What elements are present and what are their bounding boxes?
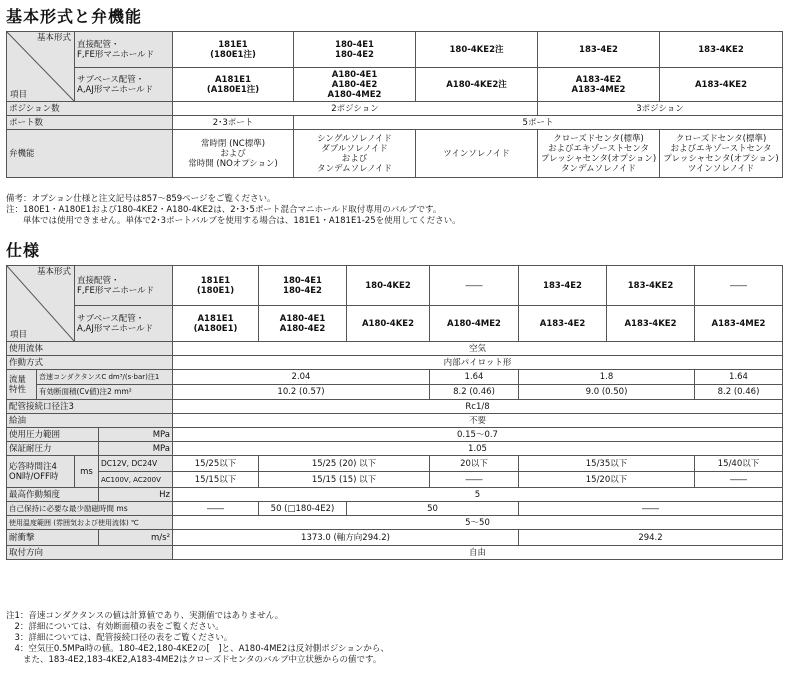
excite-value: ―― bbox=[519, 502, 783, 516]
note-line: 注：180E1・A180E1および180-4KE2・A180-4KE2は、2･3･5ポート混合マニホールド取付専用のバルブです。 bbox=[6, 205, 442, 215]
ac-label: AC100V, AC200V bbox=[99, 472, 173, 488]
dc-value: 15/25 (20) 以下 bbox=[259, 456, 430, 472]
port-size-value: Rc1/8 bbox=[173, 400, 783, 414]
model-direct: 181E1 (180E1) bbox=[173, 266, 259, 306]
sonic-value: 1.8 bbox=[519, 370, 695, 385]
port-label: ポート数 bbox=[7, 116, 173, 130]
operation-value: 内部パイロット形 bbox=[173, 356, 783, 370]
model-sub: A183-4KE2 bbox=[660, 68, 783, 102]
effective-value: 8.2 (0.46) bbox=[430, 385, 519, 400]
sonic-value: 1.64 bbox=[695, 370, 783, 385]
valve-function: クローズドセンタ(標準) およびエキゾーストセンタ プレッシャセンタ(オプション) ツインソレノイド bbox=[660, 130, 783, 178]
model-sub: A181E1 (A180E1) bbox=[173, 306, 259, 342]
flow-label: 流量 特性 bbox=[7, 370, 37, 400]
model-sub: A183-4E2 bbox=[519, 306, 607, 342]
corner-top-label: 基本形式 bbox=[36, 267, 71, 277]
spec-table bbox=[6, 265, 783, 560]
valve-function-label: 弁機能 bbox=[7, 130, 173, 178]
model-sub: A180-4E1 A180-4E2 A180-4ME2 bbox=[294, 68, 416, 102]
freq-value: 5 bbox=[173, 488, 783, 502]
ac-value: 15/20以下 bbox=[519, 472, 695, 488]
fluid-label: 使用流体 bbox=[7, 342, 173, 356]
port-size-label: 配管接続口径注3 bbox=[7, 400, 173, 414]
corner-top-label: 基本形式 bbox=[36, 33, 71, 43]
shock-value: 1373.0 (軸方向294.2) bbox=[173, 530, 519, 546]
dc-value: 15/40以下 bbox=[695, 456, 783, 472]
corner-cell bbox=[7, 32, 75, 102]
excite-value: ―― bbox=[173, 502, 259, 516]
ac-value: ―― bbox=[695, 472, 783, 488]
model-direct: 180-4E1 180-4E2 bbox=[294, 32, 416, 68]
port-5: 5ポート bbox=[294, 116, 783, 130]
temp-label: 使用温度範囲 (雰囲気および使用流体) ℃ bbox=[7, 516, 173, 530]
temp-value: 5～50 bbox=[173, 516, 783, 530]
row-sub-label: サブベース配管・ A,AJ形マニホールド bbox=[75, 306, 173, 342]
model-sub: A180-4ME2 bbox=[430, 306, 519, 342]
effective-label: 有効断面積(Cv値)注2 mm² bbox=[37, 385, 173, 400]
valve-function: クローズドセンタ(標準) およびエキゾーストセンタ プレッシャセンタ(オプション) タンデムソレノイド bbox=[538, 130, 660, 178]
model-direct: 183-4E2 bbox=[538, 32, 660, 68]
effective-value: 8.2 (0.46) bbox=[695, 385, 783, 400]
ac-value: ―― bbox=[430, 472, 519, 488]
section1-title: 基本形式と弁機能 bbox=[6, 7, 143, 26]
port-23: 2･3ポート bbox=[173, 116, 294, 130]
model-sub: A181E1 (A180E1注) bbox=[173, 68, 294, 102]
model-sub: A180-4KE2注 bbox=[416, 68, 538, 102]
proof-label: 保証耐圧力 bbox=[7, 442, 99, 456]
operation-label: 作動方式 bbox=[7, 356, 173, 370]
row-direct-label: 直接配管・ F,FE形マニホールド bbox=[75, 266, 173, 306]
dc-value: 15/35以下 bbox=[519, 456, 695, 472]
position-2: 2ポジション bbox=[173, 102, 538, 116]
model-sub: A183-4KE2 bbox=[607, 306, 695, 342]
model-direct: 180-4E1 180-4E2 bbox=[259, 266, 347, 306]
dc-label: DC12V, DC24V bbox=[99, 456, 173, 472]
excite-label: 自己保持に必要な最少励磁時間 ms bbox=[7, 502, 173, 516]
sonic-value: 1.64 bbox=[430, 370, 519, 385]
row-direct-label: 直接配管・ F,FE形マニホールド bbox=[75, 32, 173, 68]
valve-function: 常時閉 (NC標準) および 常時開 (NOオプション) bbox=[173, 130, 294, 178]
note-line: 備考：オプション仕様と注文記号は857～859ページをご覧ください。 bbox=[6, 194, 276, 204]
note-line: 4：空気圧0.5MPa時の値。180-4E2,180-4KE2の[ ]と、A180-4ME2は反対側ポジションから、 bbox=[6, 644, 389, 654]
lube-value: 不要 bbox=[173, 414, 783, 428]
ac-value: 15/15 (15) 以下 bbox=[259, 472, 430, 488]
freq-label: 最高作動頻度 bbox=[7, 488, 99, 502]
effective-value: 9.0 (0.50) bbox=[519, 385, 695, 400]
effective-value: 10.2 (0.57) bbox=[173, 385, 430, 400]
pressure-label: 使用圧力範囲 bbox=[7, 428, 99, 442]
excite-value: 50 bbox=[347, 502, 519, 516]
lube-label: 給油 bbox=[7, 414, 173, 428]
shock-label: 耐衝撃 bbox=[7, 530, 99, 546]
note-line: 3：詳細については、配管接続口径の表をご覧ください。 bbox=[6, 633, 233, 643]
note-line: 2：詳細については、有効断面積の表をご覧ください。 bbox=[6, 622, 224, 632]
excite-value: 50 (□180-4E2) bbox=[259, 502, 347, 516]
shock-value: 294.2 bbox=[519, 530, 783, 546]
model-direct: 183-4KE2 bbox=[660, 32, 783, 68]
response-label: 応答時間注4 ON時/OFF時 bbox=[7, 456, 75, 488]
proof-unit: MPa bbox=[99, 442, 173, 456]
valve-function: ツインソレノイド bbox=[416, 130, 538, 178]
shock-unit: m/s² bbox=[99, 530, 173, 546]
ac-value: 15/15以下 bbox=[173, 472, 259, 488]
note-line: 単体では使用できません。単体で2･3ポートバルブを使用する場合は、181E1・A181E1-25を使用してください。 bbox=[6, 216, 461, 226]
corner-bottom-label: 項目 bbox=[10, 330, 28, 340]
model-direct: 180-4KE2 bbox=[347, 266, 430, 306]
dc-value: 15/25以下 bbox=[173, 456, 259, 472]
proof-value: 1.05 bbox=[173, 442, 783, 456]
basic-form-table bbox=[6, 31, 783, 178]
model-sub: A180-4E1 A180-4E2 bbox=[259, 306, 347, 342]
freq-unit: Hz bbox=[99, 488, 173, 502]
model-direct: ―― bbox=[695, 266, 783, 306]
note-line: また、183-4E2,183-4KE2,A183-4ME2はクローズドセンタのバルブ中立状態からの値です。 bbox=[6, 655, 382, 665]
mount-label: 取付方向 bbox=[7, 546, 173, 560]
model-direct: 180-4KE2注 bbox=[416, 32, 538, 68]
position-3: 3ポジション bbox=[538, 102, 783, 116]
pressure-value: 0.15～0.7 bbox=[173, 428, 783, 442]
valve-function: シングルソレノイド ダブルソレノイド および タンデムソレノイド bbox=[294, 130, 416, 178]
section2-title: 仕様 bbox=[6, 241, 41, 260]
sonic-label: 音速コンダクタンスC dm³/(s·bar)注1 bbox=[37, 370, 173, 385]
sonic-value: 2.04 bbox=[173, 370, 430, 385]
model-direct: 183-4E2 bbox=[519, 266, 607, 306]
corner-cell bbox=[7, 266, 75, 342]
mount-value: 自由 bbox=[173, 546, 783, 560]
dc-value: 20以下 bbox=[430, 456, 519, 472]
response-unit: ms bbox=[75, 456, 99, 488]
fluid-value: 空気 bbox=[173, 342, 783, 356]
position-label: ポジション数 bbox=[7, 102, 173, 116]
model-sub: A180-4KE2 bbox=[347, 306, 430, 342]
note-line: 注1：音速コンダクタンスの値は計算値であり、実測値ではありません。 bbox=[6, 611, 284, 621]
pressure-unit: MPa bbox=[99, 428, 173, 442]
model-sub: A183-4E2 A183-4ME2 bbox=[538, 68, 660, 102]
model-direct: 183-4KE2 bbox=[607, 266, 695, 306]
model-direct: 181E1 (180E1注) bbox=[173, 32, 294, 68]
row-sub-label: サブベース配管・ A,AJ形マニホールド bbox=[75, 68, 173, 102]
model-direct: ―― bbox=[430, 266, 519, 306]
model-sub: A183-4ME2 bbox=[695, 306, 783, 342]
corner-bottom-label: 項目 bbox=[10, 90, 28, 100]
